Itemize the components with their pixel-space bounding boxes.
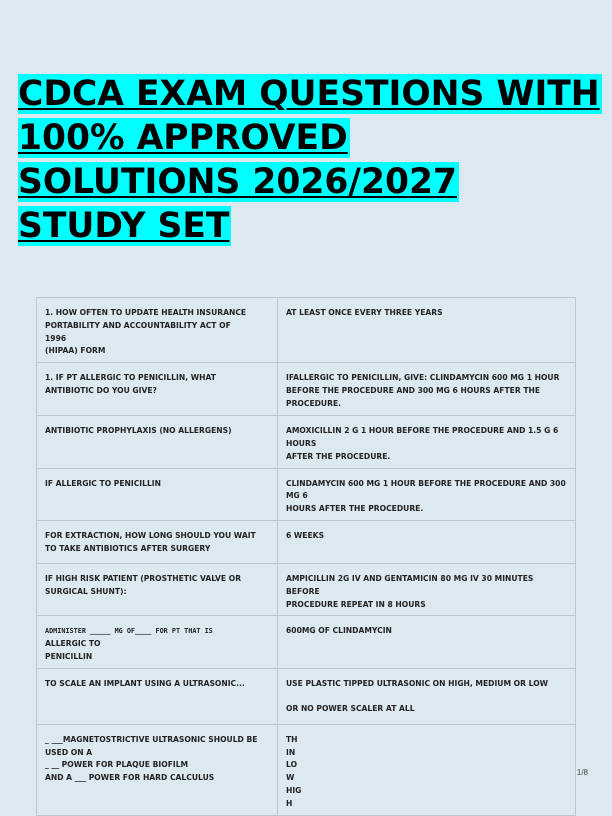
page-number: 1/8: [576, 768, 588, 777]
question-cell: [37, 668, 278, 724]
question-line: PORTABILITY AND ACCOUNTABILITY ACT OF: [45, 320, 231, 330]
question-line: IF ALLERGIC TO PENICILLIN: [45, 478, 161, 488]
answer-cell: [278, 724, 576, 815]
answer-line: PROCEDURE.: [286, 398, 342, 408]
answer-line: PROCEDURE REPEAT IN 8 HOURS: [286, 599, 426, 609]
qa-table: [36, 297, 576, 816]
answer-cell: [278, 416, 576, 468]
question-line: IF HIGH RISK PATIENT (PROSTHETIC VALVE OR: [45, 573, 242, 583]
question-cell: [37, 724, 278, 815]
table-row: [37, 416, 576, 468]
question-cell: [37, 616, 278, 668]
question-line: _ __ POWER FOR PLAQUE BIOFILM: [45, 760, 189, 770]
question-cell: [37, 468, 278, 520]
answer-line: HIG: [286, 785, 302, 795]
title-line: 100% APPROVED: [18, 118, 348, 158]
answer-line: HOURS AFTER THE PROCEDURE.: [286, 504, 424, 514]
table-row: [37, 468, 576, 520]
question-line: 1. IF PT ALLERGIC TO PENICILLIN, WHAT: [45, 373, 216, 383]
question-cell: [37, 298, 278, 363]
answer-line: 600MG OF CLINDAMYCIN: [286, 626, 392, 636]
answer-line: [286, 691, 567, 704]
table-row: [37, 363, 576, 416]
answer-line: CLINDAMYCIN 600 MG 1 HOUR BEFORE THE PROCEDURE AND 300 MG 6: [286, 478, 566, 501]
answer-line: AMOXICILLIN 2 G 1 HOUR BEFORE THE PROCEDURE AND 1.5 G 6 HOURS: [286, 426, 559, 448]
answer-cell: [278, 298, 576, 363]
answer-line: TH: [286, 734, 298, 744]
title-line: CDCA EXAM QUESTIONS WITH: [18, 74, 600, 114]
answer-cell: [278, 520, 576, 563]
document-title: [18, 72, 600, 248]
question-line: USED ON A: [45, 747, 93, 757]
question-line: 1996: [45, 333, 67, 343]
question-line: ADMINISTER _____ MG OF____ FOR PT THAT IS: [45, 627, 213, 636]
table-row: [37, 616, 576, 668]
answer-line: IN: [286, 747, 296, 757]
answer-line: W: [286, 773, 295, 783]
answer-line: AT LEAST ONCE EVERY THREE YEARS: [286, 308, 443, 317]
answer-line: LO: [286, 760, 298, 770]
question-line: TO TAKE ANTIBIOTICS AFTER SURGERY: [45, 543, 211, 553]
question-line: ANTIBIOTIC DO YOU GIVE?: [45, 385, 157, 395]
answer-line: USE PLASTIC TIPPED ULTRASONIC ON HIGH, MEDIUM OR LOW: [286, 678, 549, 688]
table-row: [37, 520, 576, 563]
question-line: (HIPAA) FORM: [45, 346, 106, 356]
table-row: [37, 724, 576, 815]
title-line: STUDY SET: [18, 206, 230, 246]
question-line: _ ___MAGNETOSTRICTIVE ULTRASONIC SHOULD BE: [45, 734, 258, 744]
question-line: ANTIBIOTIC PROPHYLAXIS (NO ALLERGENS): [45, 426, 232, 436]
answer-cell: [278, 363, 576, 416]
answer-line: OR NO POWER SCALER AT ALL: [286, 704, 415, 714]
answer-cell: [278, 563, 576, 615]
question-line: ALLERGIC TO: [45, 639, 101, 649]
question-cell: [37, 416, 278, 468]
question-line: TO SCALE AN IMPLANT USING A ULTRASONIC...: [45, 678, 245, 688]
answer-line: 6 WEEKS: [286, 530, 325, 540]
table-row: [37, 563, 576, 615]
question-line: PENICILLIN: [45, 651, 93, 661]
question-cell: [37, 363, 278, 416]
answer-cell: [278, 468, 576, 520]
question-line: AND A ___ POWER FOR HARD CALCULUS: [45, 773, 215, 783]
question-cell: [37, 563, 278, 615]
table-row: [37, 298, 576, 363]
question-line: SURGICAL SHUNT):: [45, 586, 127, 596]
question-line: 1. HOW OFTEN TO UPDATE HEALTH INSURANCE: [45, 308, 247, 317]
answer-line: IFALLERGIC TO PENICILLIN, GIVE: CLINDAMYCIN 600 MG 1 HOUR: [286, 373, 560, 383]
answer-line: AMPICILLIN 2G IV AND GENTAMICIN 80 MG IV 30 MINUTES BEFORE: [286, 573, 534, 596]
question-line: FOR EXTRACTION, HOW LONG SHOULD YOU WAIT: [45, 530, 256, 540]
answer-line: AFTER THE PROCEDURE.: [286, 451, 391, 461]
answer-cell: [278, 668, 576, 724]
title-line: SOLUTIONS 2026/2027: [18, 162, 458, 202]
answer-line: BEFORE THE PROCEDURE AND 300 MG 6 HOURS AFTER THE: [286, 385, 541, 395]
answer-line: H: [286, 798, 293, 808]
question-cell: [37, 520, 278, 563]
table-row: [37, 668, 576, 724]
answer-cell: [278, 616, 576, 668]
